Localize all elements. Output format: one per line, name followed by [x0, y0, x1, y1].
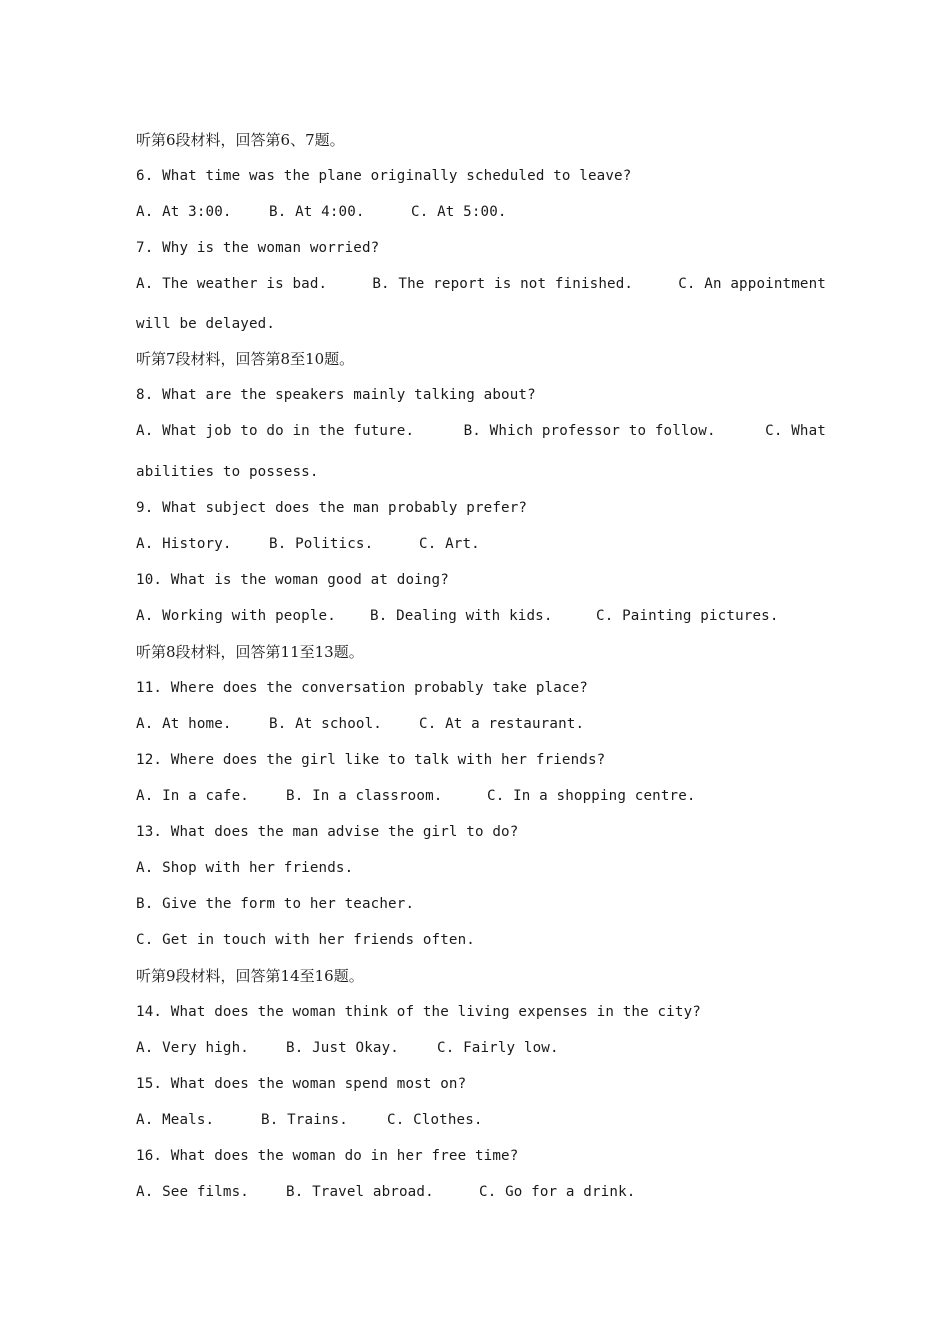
option-c: C. Get in touch with her friends often.: [136, 932, 475, 948]
section-header: 听第8段材料，回答第11至13题。: [136, 643, 364, 661]
option-b: B. Trains.: [261, 1112, 348, 1128]
question-7-options: [136, 266, 826, 302]
question-11-options: [136, 706, 826, 742]
question-16-options: [136, 1174, 826, 1210]
question-14: 14. What does the woman think of the living expenses in the city?: [136, 1004, 701, 1020]
option-c: C. In a shopping centre.: [487, 788, 696, 804]
option-a: A. Meals.: [136, 1112, 215, 1128]
question-8: 8. What are the speakers mainly talking about?: [136, 387, 536, 403]
section-header: 听第6段材料，回答第6、7题。: [136, 131, 345, 149]
question-9-options: [136, 526, 826, 562]
option-b: B. Travel abroad.: [286, 1184, 434, 1200]
question-12-options: [136, 778, 826, 814]
option-a: A. In a cafe.: [136, 788, 249, 804]
question-11: 11. Where does the conversation probably take place?: [136, 680, 588, 696]
option-b: B. Give the form to her teacher.: [136, 896, 415, 912]
question-10: 10. What is the woman good at doing?: [136, 572, 449, 588]
option-a: A. At 3:00.: [136, 204, 232, 220]
question-8-options: [136, 413, 826, 449]
option-b: B. Politics.: [269, 536, 374, 552]
option-a: A. At home.: [136, 716, 232, 732]
question-10-options: [136, 598, 826, 634]
option-a: A. History.: [136, 536, 232, 552]
section-header: 听第7段材料，回答第8至10题。: [136, 350, 355, 368]
option-a: A. See films.: [136, 1184, 249, 1200]
option-c: C. Art.: [419, 536, 480, 552]
question-7: 7. Why is the woman worried?: [136, 240, 380, 256]
question-15: 15. What does the woman spend most on?: [136, 1076, 467, 1092]
option-b: B. Just Okay.: [286, 1040, 399, 1056]
option-b: B. At 4:00.: [269, 204, 365, 220]
option-b: B. In a classroom.: [286, 788, 443, 804]
question-6: 6. What time was the plane originally scheduled to leave?: [136, 168, 632, 184]
question-12: 12. Where does the girl like to talk with her friends?: [136, 752, 606, 768]
option-b: B. The report is not finished.: [372, 276, 634, 292]
option-b: B. At school.: [269, 716, 382, 732]
option-c: C. What: [765, 423, 826, 439]
option-b: B. Dealing with kids.: [370, 608, 553, 624]
option-c: C. An appointment: [678, 276, 826, 292]
option-a: A. The weather is bad.: [136, 276, 328, 292]
option-c-continuation: abilities to possess.: [136, 464, 319, 480]
option-a: A. Shop with her friends.: [136, 860, 354, 876]
question-6-options: [136, 194, 826, 230]
question-9: 9. What subject does the man probably prefer?: [136, 500, 528, 516]
option-c: C. At 5:00.: [411, 204, 507, 220]
option-c: C. At a restaurant.: [419, 716, 585, 732]
option-a: A. Working with people.: [136, 608, 336, 624]
option-a: A. Very high.: [136, 1040, 249, 1056]
question-14-options: [136, 1030, 826, 1066]
option-c-continuation: will be delayed.: [136, 316, 276, 332]
option-c: C. Fairly low.: [437, 1040, 559, 1056]
option-a: A. What job to do in the future.: [136, 423, 415, 439]
exam-page: [136, 122, 826, 1210]
question-16: 16. What does the woman do in her free time?: [136, 1148, 519, 1164]
option-c: C. Clothes.: [387, 1112, 483, 1128]
section-header: 听第9段材料，回答第14至16题。: [136, 967, 364, 985]
option-b: B. Which professor to follow.: [463, 423, 716, 439]
option-c: C. Go for a drink.: [479, 1184, 636, 1200]
question-15-options: [136, 1102, 826, 1138]
question-13: 13. What does the man advise the girl to do?: [136, 824, 519, 840]
option-c: C. Painting pictures.: [596, 608, 779, 624]
